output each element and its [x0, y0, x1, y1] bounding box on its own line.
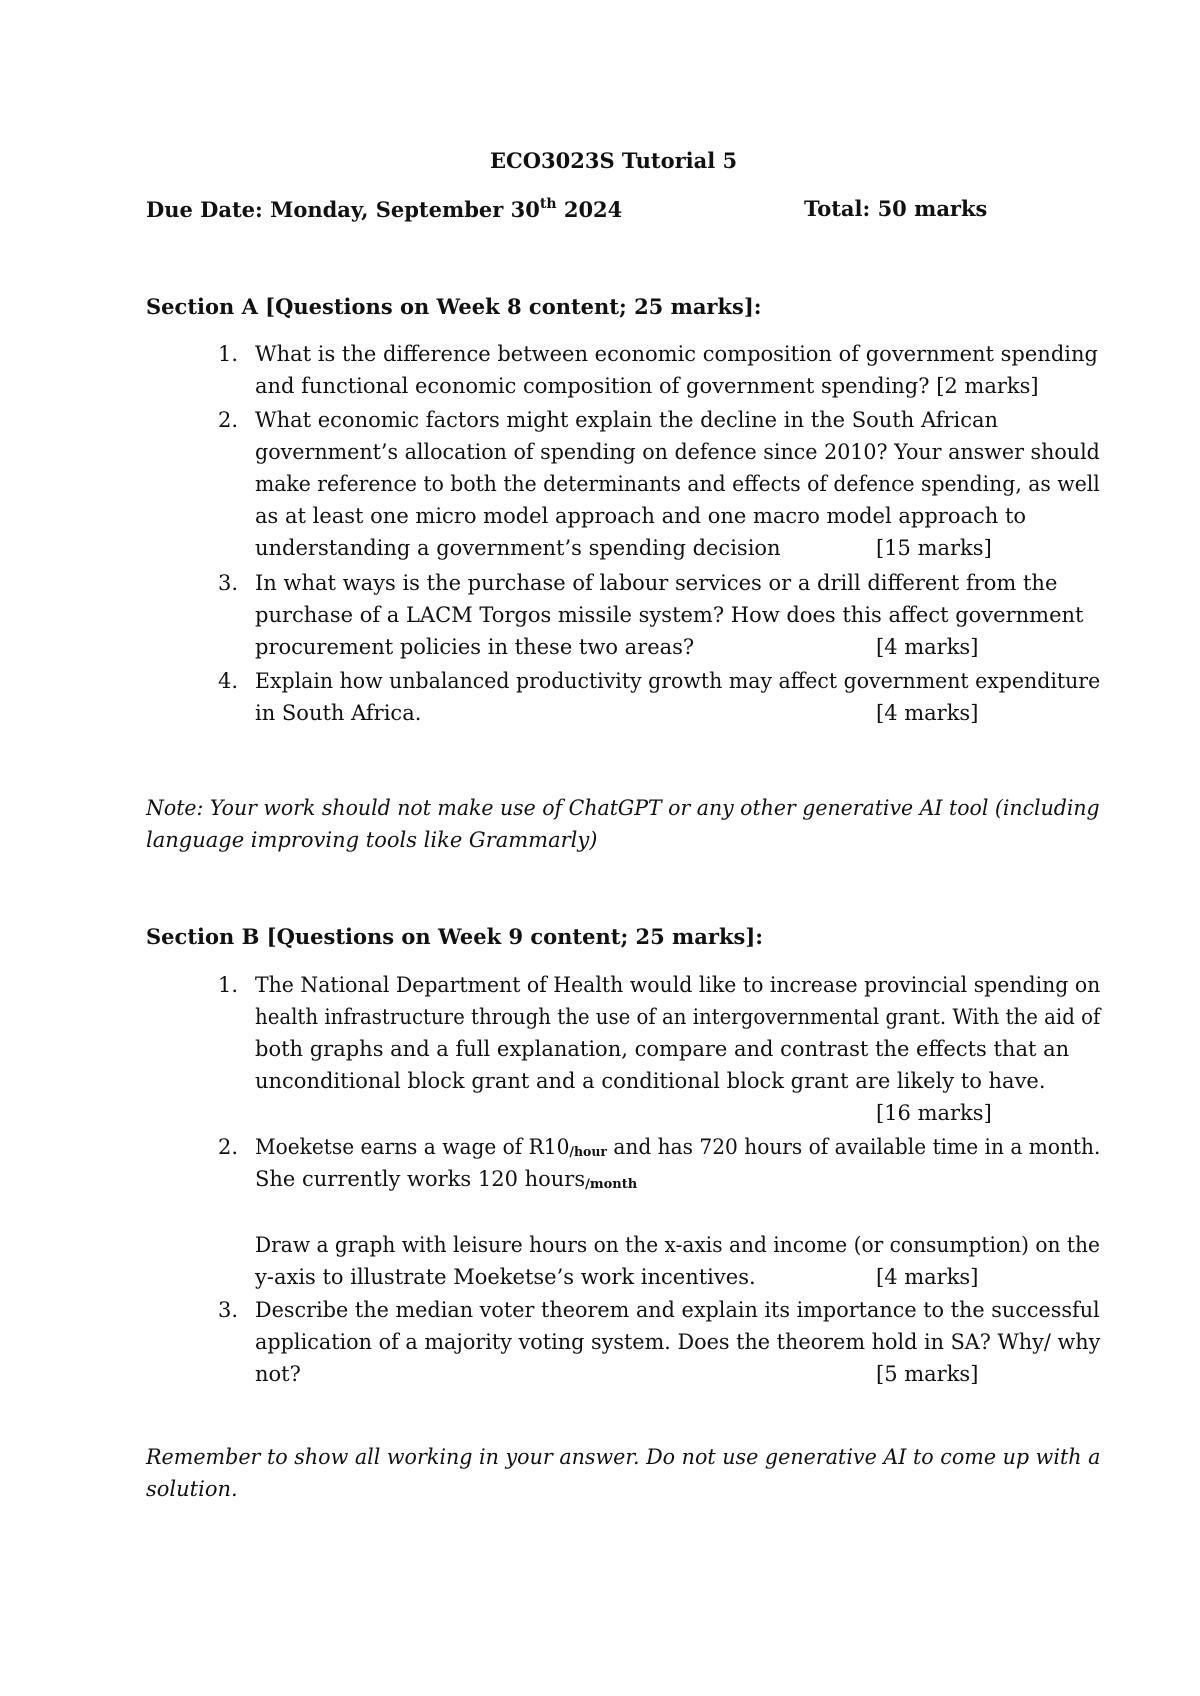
due-date-suffix: th [539, 196, 557, 212]
note-line: solution. [146, 1477, 238, 1501]
due-date-label: Due Date: Monday, September 30 [146, 197, 540, 222]
question-text-line: make reference to both the determinants and effects of defence spending, as well [255, 472, 1100, 496]
question-text-line: and functional economic composition of government spending? [2 marks] [255, 374, 1039, 398]
note-line: Remember to show all working in your answer. Do not use generative AI to come up with a [146, 1445, 1101, 1469]
hours-worked-text: She currently works 120 hours [255, 1167, 586, 1191]
question-text-line: understanding a government’s spending decision [255, 536, 781, 560]
question-text-line: What is the difference between economic composition of government spending [255, 342, 1098, 366]
hours-unit: /month [585, 1177, 638, 1192]
question-marks: [4 marks] [876, 701, 979, 725]
question-text-line: Explain how unbalanced productivity growth may affect government expenditure [255, 669, 1101, 693]
question-text-line [255, 1163, 637, 1201]
question-number: 2. [218, 408, 239, 432]
section-a-heading: Section A [Questions on Week 8 content; 25 marks]: [146, 294, 762, 319]
question-text-line: unconditional block grant and a conditional block grant are likely to have. [255, 1069, 1046, 1093]
question-text-line: application of a majority voting system. Does the theorem hold in SA? Why/ why [255, 1330, 1101, 1354]
wage-text: Moeketse earns a wage of R10 [255, 1135, 570, 1159]
question-marks: [16 marks] [876, 1101, 992, 1125]
total-marks: Total: 50 marks [804, 196, 988, 221]
question-text-line: not? [255, 1362, 301, 1386]
question-marks: [15 marks] [876, 536, 992, 560]
due-date-year: 2024 [556, 197, 623, 222]
question-number: 3. [218, 1298, 239, 1322]
question-text-line: health infrastructure through the use of an intergovernmental grant. With the aid of [255, 1005, 1101, 1029]
note-line: language improving tools like Grammarly) [146, 828, 598, 852]
question-text-line: The National Department of Health would like to increase provincial spending on [255, 973, 1101, 997]
question-text-line: in South Africa. [255, 701, 422, 725]
question-text-line: Draw a graph with leisure hours on the x-axis and income (or consumption) on the [255, 1233, 1100, 1257]
question-number: 3. [218, 571, 239, 595]
section-b-heading: Section B [Questions on Week 9 content; 25 marks]: [146, 924, 764, 949]
question-number: 2. [218, 1135, 239, 1159]
question-number: 4. [218, 669, 239, 693]
question-text-line: What economic factors might explain the decline in the South African [255, 408, 999, 432]
question-text-line: purchase of a LACM Torgos missile system? How does this affect government [255, 603, 1084, 627]
question-text-line: In what ways is the purchase of labour services or a drill different from the [255, 571, 1058, 595]
question-marks: [4 marks] [876, 635, 979, 659]
document-title: ECO3023S Tutorial 5 [490, 148, 738, 173]
question-number: 1. [218, 342, 239, 366]
note-line: Note: Your work should not make use of ChatGPT or any other generative AI tool (including [146, 796, 1100, 820]
question-text-line: government’s allocation of spending on defence since 2010? Your answer should [255, 440, 1100, 464]
question-text-line: Describe the median voter theorem and explain its importance to the successful [255, 1298, 1100, 1322]
question-text-line: both graphs and a full explanation, compare and contrast the effects that an [255, 1037, 1070, 1061]
question-marks: [4 marks] [876, 1265, 979, 1289]
wage-unit: /hour [569, 1145, 607, 1160]
question-text-line: y-axis to illustrate Moeketse’s work incentives. [255, 1265, 756, 1289]
available-time-text: and has 720 hours of available time in a month. [606, 1135, 1101, 1159]
question-text-line: as at least one micro model approach and one macro model approach to [255, 504, 1027, 528]
question-marks: [5 marks] [876, 1362, 979, 1386]
due-date [146, 196, 622, 222]
question-text-line: procurement policies in these two areas? [255, 635, 695, 659]
question-number: 1. [218, 973, 239, 997]
